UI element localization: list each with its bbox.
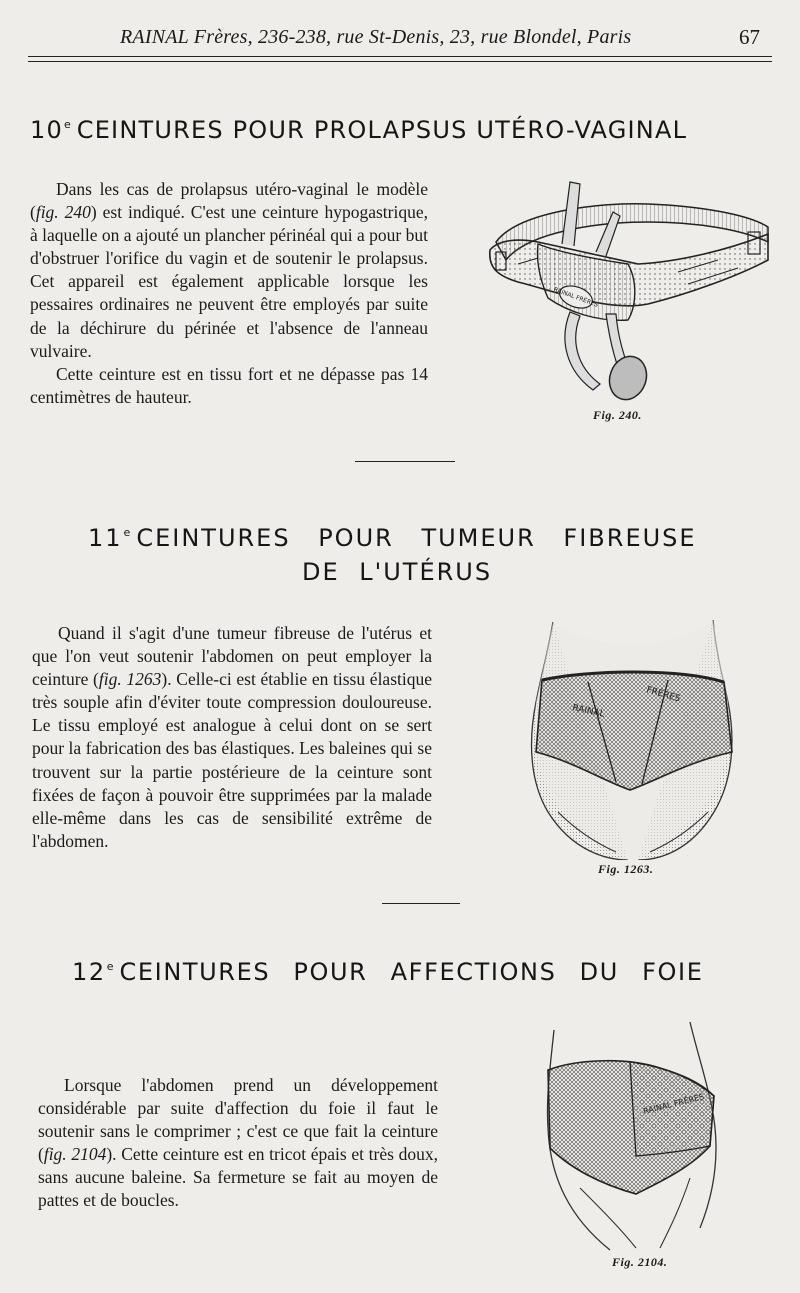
- section-12-heading: [72, 958, 752, 986]
- figure-2104-label: RAINAL FRÈRES: [642, 1092, 706, 1116]
- figure-240-caption: Fig. 240.: [593, 408, 642, 422]
- section-separator: [355, 461, 455, 462]
- section-12-body: [38, 1074, 438, 1213]
- page-number: 67: [739, 25, 760, 49]
- section-10-suffix: e: [63, 118, 71, 131]
- figure-1263-fibroid-belt: [518, 612, 748, 860]
- section-11-body: [32, 622, 432, 853]
- section-10-paragraph-2: Cette ceinture est en tissu fort et ne dépasse pas 14 centimètres de hauteur.: [30, 363, 428, 407]
- figure-2104-liver-belt: [540, 1018, 730, 1252]
- header-rule: [28, 56, 772, 57]
- header-rule-thin: [28, 61, 772, 62]
- section-10-title: CEINTURES POUR PROLAPSUS UTÉRO-VAGINAL: [76, 116, 688, 144]
- section-10-number: 10: [30, 116, 63, 144]
- section-10-paragraph-1: Dans les cas de prolapsus utéro-vaginal le modèle (fig. 240) est indiqué. C'est une ceinture hypogastrique, à laquelle on a ajouté un plancher périnéal qui a pour but d'obstruer l'orifice du vagin et de soutenir le prolapsus. Cet appareil est également applicable lorsque les pessaires ordinaires ne peuvent être employés par suite de la déchirure du périnée et l'absence de l'anneau vulvaire.: [30, 179, 428, 361]
- running-title: RAINAL Frères, 236-238, rue St-Denis, 23, rue Blondel, Paris: [120, 26, 632, 48]
- figure-1263-label-left: RAINAL: [571, 703, 606, 720]
- section-12-number: 12: [72, 958, 106, 986]
- section-11-title-line-1: CEINTURES POUR TUMEUR FIBREUSE: [136, 524, 697, 552]
- section-11-suffix: e: [123, 526, 131, 539]
- running-header: [28, 22, 772, 52]
- section-12-paragraph-1: Lorsque l'abdomen prend un développement considérable par suite d'affection du foie il faut le soutenir sans le comprimer ; c'est ce que fait la ceinture (fig. 2104). Cette ceinture est en tricot épais et très doux, sans aucune baleine. Sa fermeture se fait au moyen de pattes et de boucles.: [38, 1075, 438, 1211]
- section-11-title-line-2: DE L'UTÉRUS: [302, 558, 493, 586]
- section-12-suffix: e: [106, 960, 114, 973]
- figure-240-prolapsus-belt: [478, 172, 778, 407]
- section-11-heading: [88, 524, 728, 552]
- figure-2104-caption: Fig. 2104.: [612, 1255, 668, 1269]
- section-11-number: 11: [88, 524, 123, 552]
- section-12-title: CEINTURES POUR AFFECTIONS DU FOIE: [119, 958, 704, 986]
- section-10-heading: [30, 116, 775, 144]
- section-separator-2: [382, 903, 460, 904]
- figure-1263-caption: Fig. 1263.: [598, 862, 654, 876]
- section-10-body: [30, 178, 428, 409]
- section-11-paragraph-1: Quand il s'agit d'une tumeur fibreuse de l'utérus et que l'on veut soutenir l'abdomen on peut employer la ceinture (fig. 1263). Celle-ci est établie en tissu élastique très souple afin d'éviter toute compression douloureuse. Le tissu employé est analogue à celui dont on se sert pour la fabrication des bas élastiques. Les baleines qui se trouvent sur la partie postérieure de la ceinture sont fixées de façon à pouvoir être supprimées par la malade elle-même dans les cas de sensibilité extrême de l'abdomen.: [32, 623, 433, 851]
- figure-240-label: RAINAL FRÈRES: [552, 286, 600, 309]
- figure-1263-label-right: FRÈRES: [645, 685, 682, 705]
